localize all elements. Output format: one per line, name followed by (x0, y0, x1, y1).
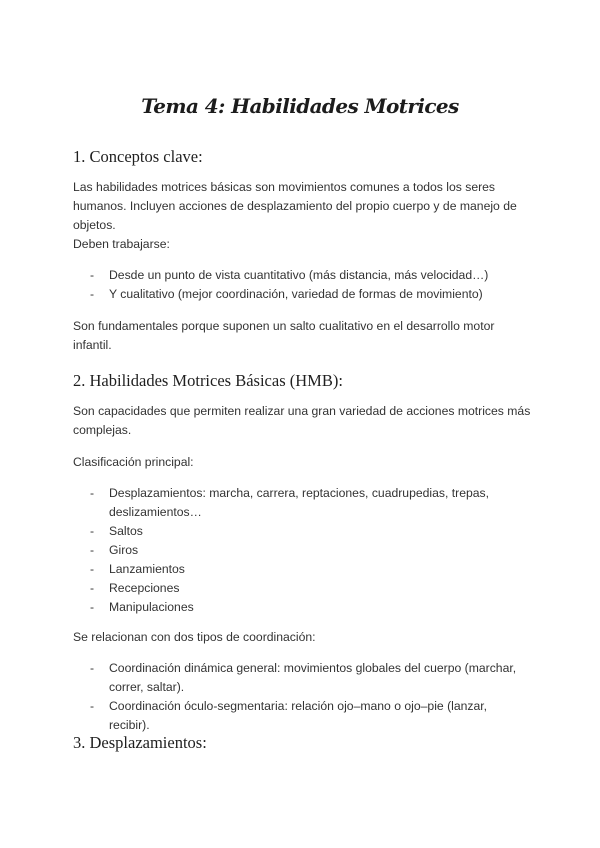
bullet-dash: - (90, 524, 95, 538)
section-heading-1: 1. Conceptos clave: (73, 147, 203, 166)
list-coordinacion (90, 659, 530, 735)
paragraph-clasificacion: Clasificación principal: (73, 455, 194, 469)
bullet-dash: - (90, 581, 95, 595)
bullet-dash: - (90, 600, 95, 614)
bullet-dash: - (90, 543, 95, 557)
list-trabajarse (90, 266, 530, 304)
list-item: - Manipulaciones (90, 598, 510, 617)
bullet-dash: - (90, 287, 95, 301)
list-item: - Coordinación óculo-segmentaria: relación ojo–mano o ojo–pie (lanzar, recibir). (90, 699, 488, 732)
list-item: - Coordinación dinámica general: movimientos globales del cuerpo (marchar, correr, saltar). (90, 661, 517, 694)
list-item: - Saltos (90, 522, 510, 541)
paragraph-fundamentales: Son fundamentales porque suponen un salto cualitativo en el desarrollo motor infantil. (73, 319, 495, 352)
page-title: Tema 4: Habilidades Motrices (141, 94, 459, 118)
bullet-dash: - (90, 562, 95, 576)
list-item: - Recepciones (90, 579, 510, 598)
paragraph-coordinacion: Se relacionan con dos tipos de coordinación: (73, 630, 316, 644)
bullet-dash: - (90, 661, 95, 675)
section-heading-2: 2. Habilidades Motrices Básicas (HMB): (73, 371, 343, 390)
list-item: - Lanzamientos (90, 560, 510, 579)
list-item: - Y cualitativo (mejor coordinación, variedad de formas de movimiento) (90, 285, 530, 304)
list-item: - Giros (90, 541, 510, 560)
paragraph-deben: Deben trabajarse: (73, 237, 170, 251)
list-clasificacion (90, 484, 510, 617)
bullet-dash: - (90, 699, 95, 713)
section-heading-3: 3. Desplazamientos: (73, 733, 207, 752)
bullet-dash: - (90, 268, 95, 282)
paragraph-capacidades: Son capacidades que permiten realizar una gran variedad de acciones motrices más complejas. (73, 404, 531, 437)
paragraph-intro: Las habilidades motrices básicas son movimientos comunes a todos los seres humanos. Incluyen acciones de desplazamiento del propio cuerpo y de manejo de objetos. (73, 180, 517, 232)
list-item: - Desplazamientos: marcha, carrera, reptaciones, cuadrupedias, trepas, deslizamientos… (90, 486, 490, 519)
bullet-dash: - (90, 486, 95, 500)
list-item: - Desde un punto de vista cuantitativo (más distancia, más velocidad…) (90, 266, 530, 285)
